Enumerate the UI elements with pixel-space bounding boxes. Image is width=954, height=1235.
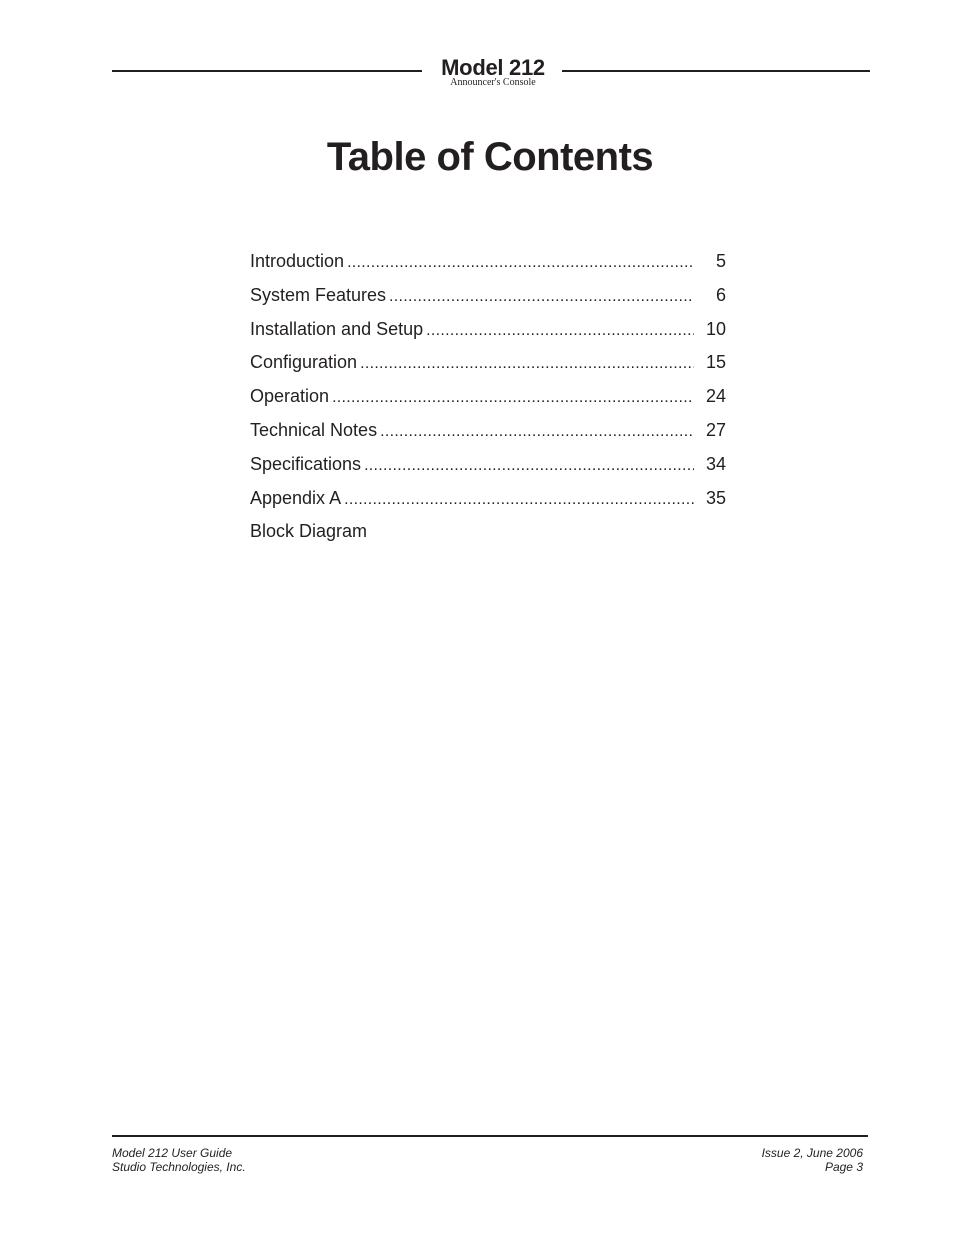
logo-subtitle: Announcer's Console bbox=[450, 77, 536, 88]
toc-entry bbox=[250, 282, 726, 316]
toc-entry-label: Operation bbox=[250, 386, 330, 407]
toc-entry-label: Technical Notes bbox=[250, 419, 378, 440]
toc-entry-label: Configuration bbox=[250, 352, 358, 373]
header-rule-left bbox=[112, 70, 422, 72]
toc-leader-dots bbox=[344, 487, 694, 513]
toc-entry-label: Block Diagram bbox=[250, 521, 368, 542]
toc-entry-page: 5 bbox=[715, 251, 726, 271]
toc-entry-page: 34 bbox=[705, 453, 726, 474]
toc-entry-page: 35 bbox=[705, 487, 726, 508]
footer-company: Studio Technologies, Inc. bbox=[112, 1160, 246, 1174]
toc-leader-dots bbox=[347, 250, 694, 276]
toc-leader-dots bbox=[332, 385, 694, 411]
toc-entry bbox=[250, 417, 726, 451]
toc-entry bbox=[250, 451, 726, 485]
page-header bbox=[112, 56, 870, 90]
toc-entry-page: 27 bbox=[705, 419, 726, 440]
product-logo bbox=[432, 56, 554, 88]
toc-entry bbox=[250, 383, 726, 417]
page-title: Table of Contents bbox=[326, 135, 654, 179]
toc-entry bbox=[250, 485, 726, 519]
toc-leader-dots bbox=[426, 318, 694, 344]
footer-right bbox=[762, 1146, 863, 1174]
toc-entry-page: 10 bbox=[705, 318, 726, 339]
toc-entry-label: Introduction bbox=[250, 251, 345, 271]
toc-entry-page: 24 bbox=[705, 386, 726, 407]
toc-entry bbox=[250, 316, 726, 350]
toc-entry-label: Installation and Setup bbox=[250, 318, 424, 339]
footer-left bbox=[112, 1146, 246, 1174]
header-rule-right bbox=[562, 70, 870, 72]
footer-issue: Issue 2, June 2006 bbox=[761, 1146, 863, 1160]
page-footer bbox=[112, 1135, 868, 1174]
toc-entry-page: 15 bbox=[705, 352, 726, 373]
toc-entry-label: Appendix A bbox=[250, 487, 342, 508]
table-of-contents bbox=[250, 248, 726, 552]
toc-entry bbox=[250, 349, 726, 383]
toc-entry bbox=[250, 518, 726, 552]
toc-entry bbox=[250, 248, 726, 282]
toc-leader-dots bbox=[364, 453, 694, 479]
toc-entry-page: 6 bbox=[715, 284, 726, 305]
footer-page-number: Page 3 bbox=[824, 1160, 863, 1174]
logo-title: Model 212 bbox=[441, 55, 545, 80]
toc-entry-label: System Features bbox=[250, 284, 387, 305]
toc-leader-dots bbox=[360, 351, 694, 377]
footer-document-title: Model 212 User Guide bbox=[112, 1146, 233, 1160]
toc-leader-dots bbox=[389, 284, 694, 310]
toc-leader-dots bbox=[380, 419, 694, 445]
toc-entry-label: Specifications bbox=[250, 453, 362, 474]
